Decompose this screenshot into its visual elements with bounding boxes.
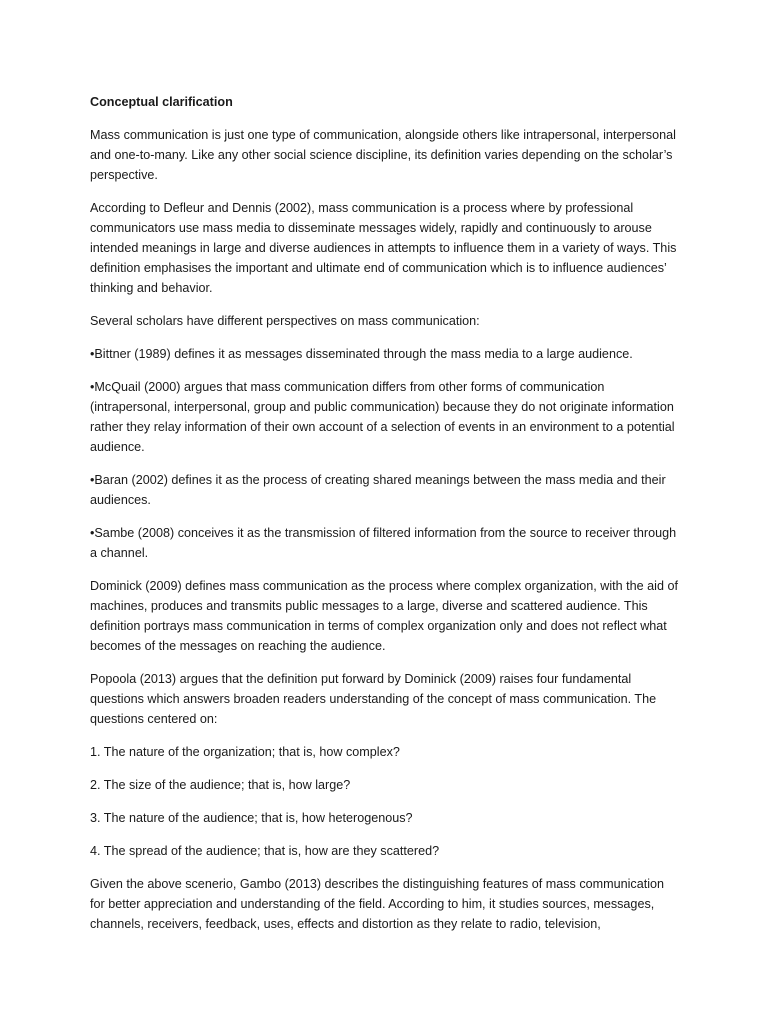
question-4: 4. The spread of the audience; that is, how are they scattered? bbox=[90, 844, 440, 858]
paragraph-gambo: Given the above scenerio, Gambo (2013) describes the distinguishing features of mass communication for better appreciation and understanding of the field. According to him, it studies sources, messages, channels, receivers, feedback, uses, effects and distortion as they relate to radio, television, bbox=[90, 877, 665, 931]
paragraph-dominick: Dominick (2009) defines mass communication as the process where complex organization, with the aid of machines, produces and transmits public messages to a large, diverse and scattered audience. This definition portrays mass communication in terms of complex organization only and does not reflect what becomes of the messages on reaching the audience. bbox=[90, 579, 678, 653]
bullet-sambe: •Sambe (2008) conceives it as the transmission of filtered information from the source to receiver through a channel. bbox=[90, 526, 677, 560]
document-body bbox=[90, 92, 680, 947]
paragraph-perspectives: Several scholars have different perspectives on mass communication: bbox=[90, 314, 480, 328]
paragraph-intro: Mass communication is just one type of communication, alongside others like intrapersonal, interpersonal and one-to-many. Like any other social science discipline, its definition varies depending on the scholar’s perspective. bbox=[90, 128, 676, 182]
question-2: 2. The size of the audience; that is, how large? bbox=[90, 778, 351, 792]
bullet-mcquail: •McQuail (2000) argues that mass communication differs from other forms of communication (intrapersonal, interpersonal, group and public communication) because they do not originate information rather they relay information of their own account of a selection of events in an environment to a potential audience. bbox=[90, 380, 675, 454]
paragraph-popoola: Popoola (2013) argues that the definition put forward by Dominick (2009) raises four fundamental questions which answers broaden readers understanding of the concept of mass communication. The questions centered on: bbox=[90, 672, 657, 726]
bullet-bittner: •Bittner (1989) defines it as messages disseminated through the mass media to a large audience. bbox=[90, 347, 633, 361]
question-1: 1. The nature of the organization; that is, how complex? bbox=[90, 745, 400, 759]
bullet-baran: •Baran (2002) defines it as the process of creating shared meanings between the mass media and their audiences. bbox=[90, 473, 666, 507]
paragraph-defleur-dennis: According to Defleur and Dennis (2002), mass communication is a process where by professional communicators use mass media to disseminate messages widely, rapidly and continuously to arouse intended meanings in large and diverse audiences in attempts to influence them in a variety of ways. This definition emphasises the important and ultimate end of communication which is to influence audiences’ thinking and behavior. bbox=[90, 201, 677, 295]
section-heading: Conceptual clarification bbox=[90, 95, 233, 109]
question-3: 3. The nature of the audience; that is, how heterogenous? bbox=[90, 811, 413, 825]
